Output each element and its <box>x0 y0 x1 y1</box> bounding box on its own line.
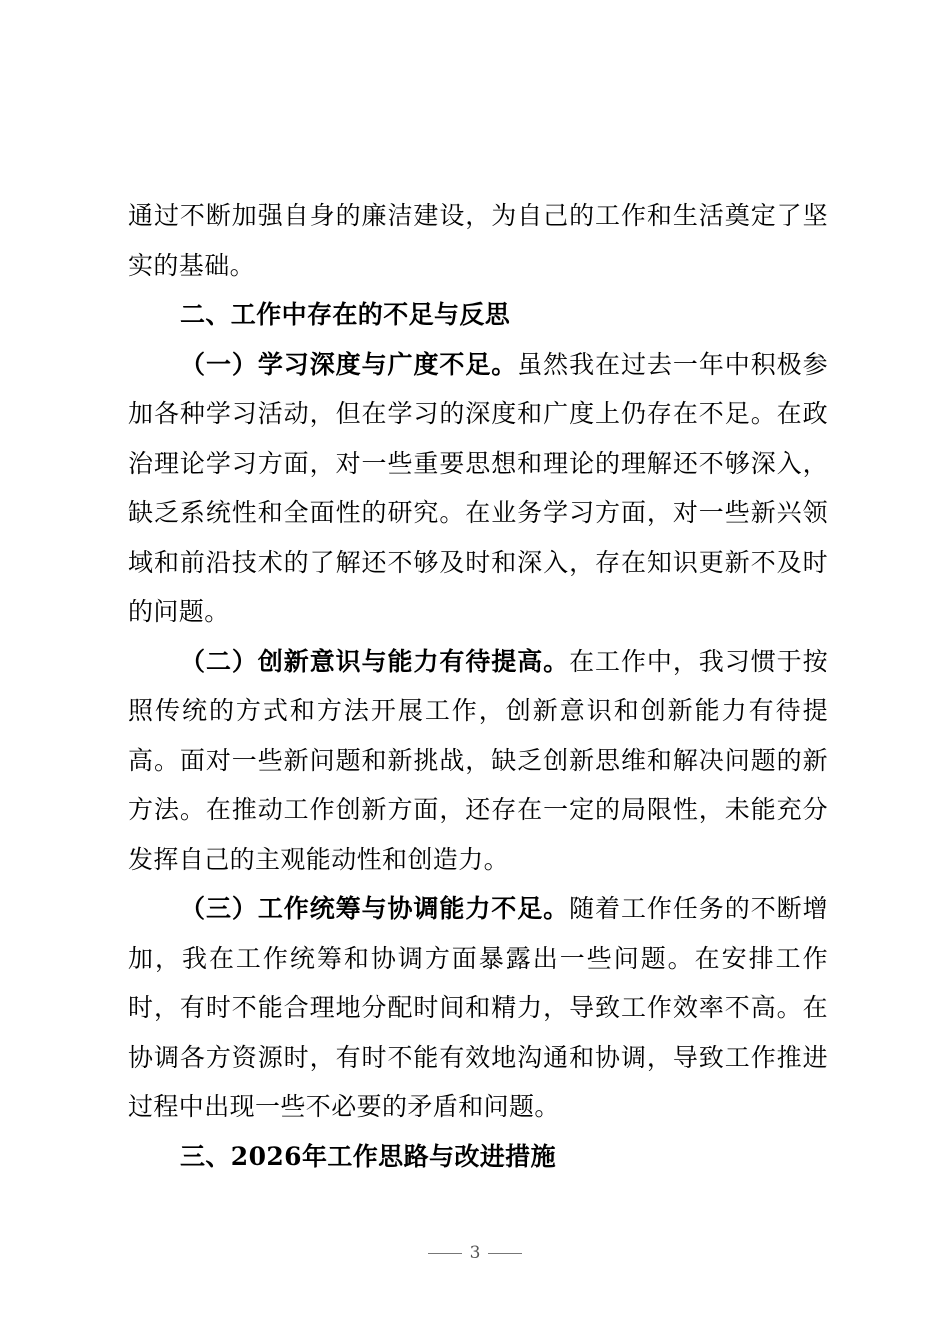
item-two-title: （二）创新意识与能力有待提高。 <box>180 646 570 676</box>
page-footer <box>0 1241 950 1265</box>
footer-dash-left <box>428 1253 462 1254</box>
section-three-heading: 三、2026年工作思路与改进措施 <box>180 1141 556 1171</box>
item-one-paragraph <box>128 340 828 637</box>
item-one-title: （一）学习深度与广度不足。 <box>180 349 518 379</box>
item-three-title: （三）工作统筹与协调能力不足。 <box>180 894 570 923</box>
section-two-heading: 二、工作中存在的不足与反思 <box>180 300 511 329</box>
item-two-body: 在工作中，我习惯于按照传统的方式和方法开展工作，创新意识和创新能力有待提高。面对一些新问题和新挑战，缺乏创新思维和解决问题的新方法。在推动工作创新方面，还存在一定的局限性，未能充分发挥自己的主观能动性和创造力。 <box>128 646 828 874</box>
item-two-paragraph <box>128 637 828 885</box>
item-three-paragraph <box>128 884 828 1132</box>
continuation-paragraph: 通过不断加强自身的廉洁建设，为自己的工作和生活奠定了坚实的基础。 <box>128 201 828 280</box>
item-one-body: 虽然我在过去一年中积极参加各种学习活动，但在学习的深度和广度上仍存在不足。在政治理论学习方面，对一些重要思想和理论的理解还不够深入，缺乏系统性和全面性的研究。在业务学习方面，对一些新兴领域和前沿技术的了解还不够及时和深入，存在知识更新不及时的问题。 <box>128 349 828 626</box>
item-three-body: 随着工作任务的不断增加，我在工作统筹和协调方面暴露出一些问题。在安排工作时，有时不能合理地分配时间和精力，导致工作效率不高。在协调各方资源时，有时不能有效地沟通和协调，导致工作推进过程中出现一些不必要的矛盾和问题。 <box>128 894 828 1121</box>
footer-dash-right <box>488 1253 522 1254</box>
page-number: 3 <box>469 1243 481 1263</box>
document-body <box>128 191 828 1181</box>
